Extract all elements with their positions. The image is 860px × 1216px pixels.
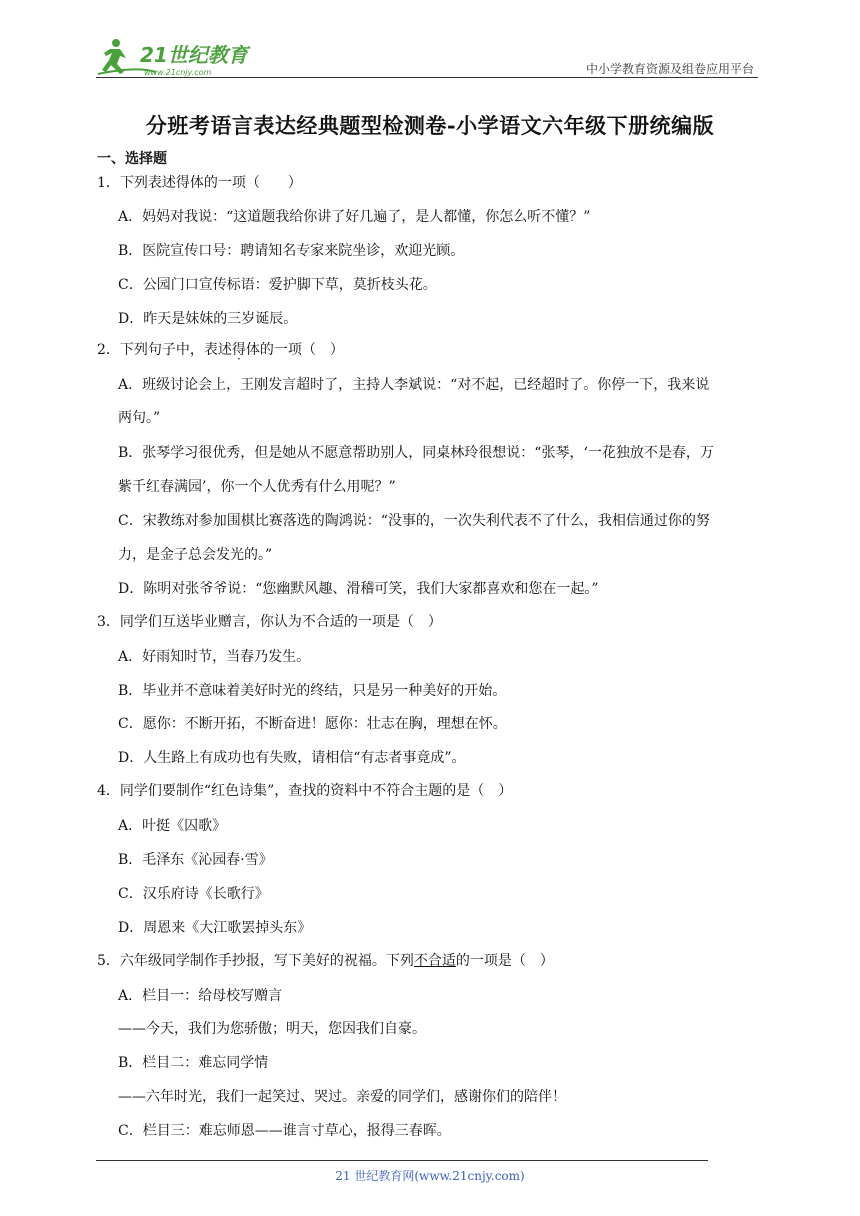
option: A．班级讨论会上，王刚发言超时了，主持人李斌说：“对不起，已经超时了。你停一下，我来说 <box>118 377 710 393</box>
option: A．好雨知时节，当春乃发生。 <box>118 649 311 665</box>
option: B．毕业并不意味着美好时光的终结，只是另一种美好的开始。 <box>118 683 507 699</box>
page-title: 分班考语言表达经典题型检测卷-小学语文六年级下册统编版 <box>145 113 715 138</box>
header-divider <box>96 77 758 78</box>
stem-part: 2．下列句子中，表述 <box>97 342 232 358</box>
option: C．公园门口宣传标语：爱护脚下草，莫折枝头花。 <box>118 277 437 293</box>
runner-logo-icon <box>96 36 266 78</box>
stem-part: 体的一项（ ） <box>245 342 344 358</box>
emphasized-char: 得 <box>231 342 246 358</box>
option: C．宋教练对参加围棋比赛落选的陶鸿说：“没事的，一次失利代表不了什么，我相信通过你的努 <box>118 513 710 529</box>
option: B．毛泽东《沁园春·雪》 <box>118 852 273 868</box>
question-stem: 3．同学们互送毕业赠言，你认为不合适的一项是（ ） <box>97 614 442 630</box>
option: D．昨天是妹妹的三岁诞辰。 <box>118 311 298 327</box>
option: D．人生路上有成功也有失败，请相信“有志者事竟成”。 <box>118 750 466 766</box>
logo-url: www.21cnjy.com <box>144 68 212 77</box>
option-continued: 两句。” <box>118 410 161 426</box>
section-heading: 一、选择题 <box>97 151 167 167</box>
option: A．叶挺《囚歌》 <box>118 818 227 834</box>
option-continued: 力，是金子总会发光的。” <box>118 547 273 563</box>
option: B．栏目二：难忘同学情 <box>118 1055 269 1071</box>
option-continued: 紫千红春满园’，你一个人优秀有什么用呢？” <box>118 479 396 495</box>
question-stem: 4．同学们要制作“红色诗集”，查找的资料中不符合主题的是（ ） <box>97 783 513 799</box>
stem-part: 的一项是（ ） <box>455 953 554 969</box>
platform-label: 中小学教育资源及组卷应用平台 <box>585 62 754 76</box>
option: C．愿你：不断开拓，不断奋进！愿你：壮志在胸，理想在怀。 <box>118 716 507 732</box>
option-continued: ——六年时光，我们一起笑过、哭过。亲爱的同学们，感谢你们的陪伴！ <box>118 1089 566 1105</box>
option: D．周恩来《大江歌罢掉头东》 <box>118 920 312 936</box>
site-logo <box>96 36 266 78</box>
option-continued: ——今天，我们为您骄傲；明天，您因我们自豪。 <box>118 1021 426 1037</box>
question-stem <box>97 952 554 970</box>
footer-divider <box>96 1160 708 1161</box>
question-stem: 1．下列表述得体的一项（ ） <box>97 175 302 191</box>
option: B．医院宣传口号：聘请知名专家来院坐诊，欢迎光顾。 <box>118 243 465 259</box>
logo-text: 21世纪教育 <box>140 43 248 67</box>
question-stem <box>97 341 344 359</box>
option: C．栏目三：难忘师恩——谁言寸草心，报得三春晖。 <box>118 1123 451 1139</box>
option: B．张琴学习很优秀，但是她从不愿意帮助别人，同桌林玲很想说：“张琴，‘一花独放不是春，万 <box>118 445 714 461</box>
option: D．陈明对张爷爷说：“您幽默风趣、滑稽可笑，我们大家都喜欢和您在一起。” <box>118 581 599 597</box>
option: A．栏目一：给母校写赠言 <box>118 988 283 1004</box>
option: C．汉乐府诗《长歌行》 <box>118 886 269 902</box>
underlined-text: 不合适 <box>413 953 456 969</box>
option: A．妈妈对我说：“这道题我给你讲了好几遍了，是人都懂，你怎么听不懂？” <box>118 209 591 225</box>
page-header <box>96 36 758 78</box>
footer-link[interactable]: 21 世纪教育网(www.21cnjy.com) <box>335 1169 525 1183</box>
stem-part: 5．六年级同学制作手抄报，写下美好的祝福。下列 <box>97 953 414 969</box>
